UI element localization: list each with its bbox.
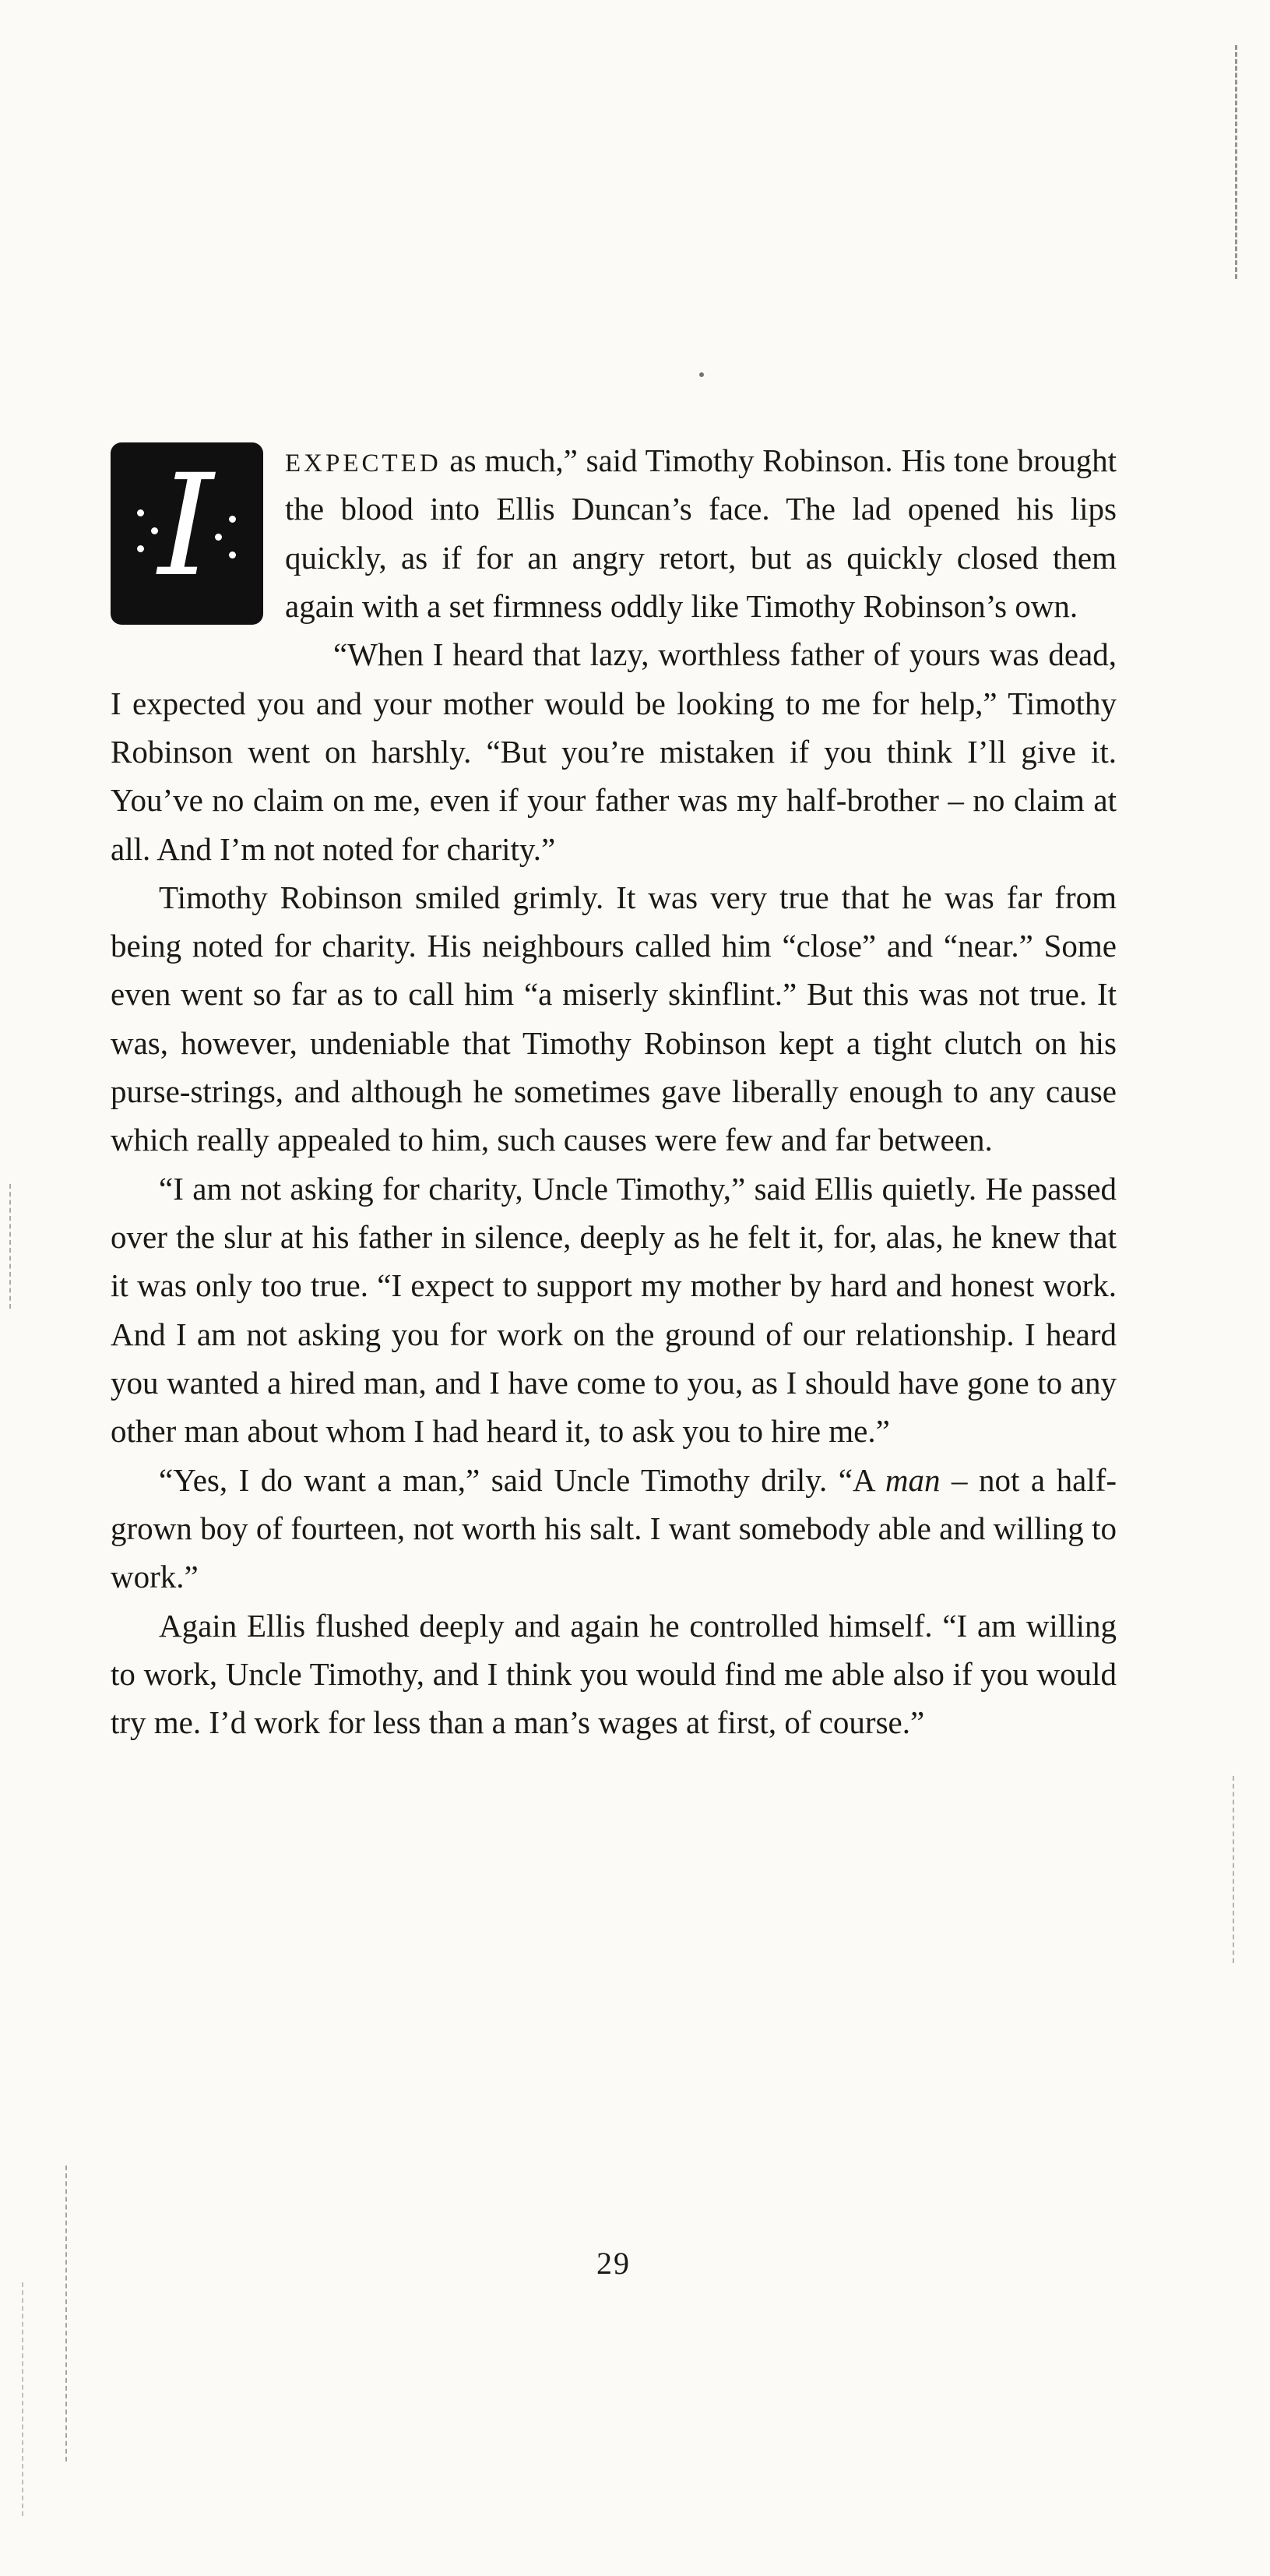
lead-word-smallcaps: EXPECTED <box>285 449 442 477</box>
page-number: 29 <box>596 2246 631 2281</box>
paragraph <box>111 1456 1117 1602</box>
dropcap-ornament-dot <box>137 509 144 516</box>
paragraph <box>111 873 1117 1165</box>
scan-artifact-right-top <box>1235 45 1237 279</box>
dropcap-ornament-dot <box>229 516 236 523</box>
paragraph-text-italic: man <box>885 1461 941 1498</box>
paragraph <box>111 436 1117 630</box>
paragraph-text: “I am not asking for charity, Uncle Timothy,” said Ellis quietly. He passed over the slur at his father in silence, deeply as he felt it, for, alas, he knew that it was only too true. “I expect to support my mother by hard and honest work. And I am not asking you for work on the ground of our relationship. I heard you wanted a hired man, and I have come to you, as I should have gone to any other man about whom I had heard it, to ask you to hire me.” <box>111 1170 1117 1450</box>
paragraph <box>111 1602 1117 1747</box>
paragraph-text: – not a half-grown boy of fourteen, not worth his salt. I want somebody able and willing to work.” <box>111 1461 1117 1595</box>
paragraph-text: as much,” said Timothy Robinson. His tone brought the blood into Ellis Duncan’s face. The lad opened his lips quickly, as if for an angry retort, but as quickly closed them again with a set firmness oddly like Timothy Robinson’s own. <box>285 442 1117 624</box>
paragraph <box>111 630 1117 873</box>
scan-artifact-left-bottom <box>65 2165 67 2461</box>
dropcap-initial-box <box>111 442 263 625</box>
dropcap-ornament-dot <box>151 527 158 534</box>
dropcap-letter: I <box>158 445 214 608</box>
dropcap-ornament-dot <box>137 545 144 552</box>
scan-speck <box>699 372 704 377</box>
scan-artifact-right-middle <box>1233 1776 1234 1963</box>
paragraph-text: “Yes, I do want a man,” said Uncle Timothy drily. “A <box>159 1461 885 1498</box>
dropcap-ornament-dot <box>229 551 236 559</box>
paragraph-text: “When I heard that lazy, worthless father of yours was dead, I expected you and your mother would be looking to me for help,” Timothy Robinson went on harshly. “But you’re mistaken if you think I’ll give it. You’ve no claim on me, even if your father was my half-brother – no claim at all. And I’m not noted for charity.” <box>111 636 1117 867</box>
page-text-block <box>111 436 1117 1746</box>
scan-artifact-left-middle <box>9 1184 11 1309</box>
paragraph <box>111 1165 1117 1456</box>
paragraph-text: Again Ellis flushed deeply and again he controlled himself. “I am willing to work, Uncle Timothy, and I think you would find me able also if you would try me. I’d work for less than a man’s wages at first, of course.” <box>111 1607 1117 1741</box>
scan-artifact-left-lower <box>22 2282 23 2516</box>
paragraph-text: Timothy Robinson smiled grimly. It was very true that he was far from being noted for charity. His neighbours called him “close” and “near.” Some even went so far as to call him “a miserly skinflint.” But this was not true. It was, however, undeniable that Timothy Robinson kept a tight clutch on his purse-strings, and although he sometimes gave liberally enough to any cause which really appealed to him, such causes were few and far between. <box>111 879 1117 1158</box>
dropcap-ornament-dot <box>215 534 222 541</box>
